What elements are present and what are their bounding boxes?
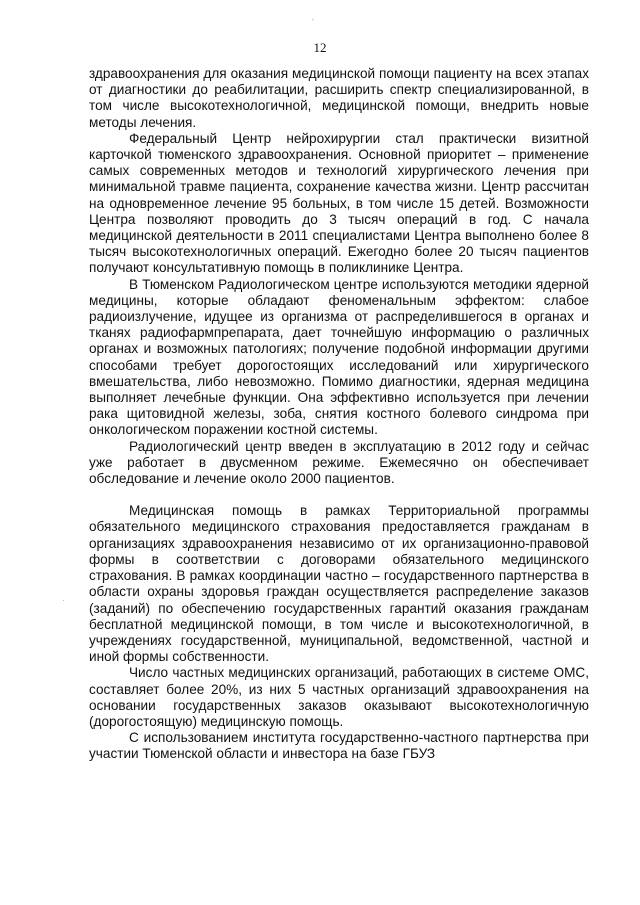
- paragraph-radiology-operation: Радиологический центр введен в эксплуатацию в 2012 году и сейчас уже работает в двусменном режиме. Ежемесячно он обеспечивает обследование и лечение около 2000 пациентов.: [89, 438, 589, 487]
- paragraph-oms-program: Медицинская помощь в рамках Территориальной программы обязательного медицинского страхования предоставляется гражданам в организациях здравоохранения независимо от их организационно-правовой формы в соответствии с договорами обязательного медицинского страхования. В рамках координации частно – государственного партнерства в области охраны здоровья граждан осуществляется распределение заказов (заданий) по обеспечению государственных гарантий оказания гражданам бесплатной медицинской помощи, в том числе и высокотехнологичной, в учреждениях государственной, муниципальной, ведомственной, частной и иной формы собственности.: [89, 503, 589, 665]
- document-body: [89, 66, 589, 763]
- paragraph-public-private-partnership: С использованием института государственно-частного партнерства при участии Тюменской области и инвестора на базе ГБУЗ: [89, 730, 589, 762]
- scan-speck: ·: [62, 596, 65, 605]
- scan-speck: ʼ: [312, 18, 314, 27]
- paragraph-neurosurgery-center: Федеральный Центр нейрохирургии стал практически визитной карточкой тюменского здравоохранения. Основной приоритет – применение самых современных методов и технологий хирургического лечения при минимальной травме пациента, сохранение качества жизни. Центр рассчитан на одновременное лечение 95 больных, в том числе 15 детей. Возможности Центра позволяют проводить до 3 тысяч операций в год. С начала медицинской деятельности в 2011 специалистами Центра выполнено более 8 тысяч высокотехнологичных операций. Ежегодно более 20 тысяч пациентов получают консультативную помощь в поликлинике Центра.: [89, 130, 589, 276]
- paragraph-radiology-center: В Тюменском Радиологическом центре используются методики ядерной медицины, которые обладают феноменальным эффектом: слабое радиоизлучение, идущее из организма от распределившегося в органах и тканях радиофармпрепарата, дает точнейшую информацию о различных органах и возможных патологиях; получение подобной информации другими способами требует дорогостоящих исследований или хирургического вмешательства, либо невозможно. Помимо диагностики, ядерная медицина выполняет лечебные функции. Она эффективно используется при лечении рака щитовидной железы, зоба, снятия костного болевого синдрома при онкологическом поражении костной системы.: [89, 276, 589, 438]
- page-number: 12: [313, 40, 327, 55]
- paragraph-private-organizations: Число частных медицинских организаций, работающих в системе ОМС, составляет более 20%, из них 5 частных организаций здравоохранения на основании государственных заказов оказывают высокотехнологичную (дорогостоящую) медицинскую помощь.: [89, 665, 589, 729]
- paragraph-continuation: здравоохранения для оказания медицинской помощи пациенту на всех этапах от диагностики до реабилитации, расширить спектр специализированной, в том числе высокотехнологичной, медицинской помощи, внедрить новые методы лечения.: [89, 66, 589, 130]
